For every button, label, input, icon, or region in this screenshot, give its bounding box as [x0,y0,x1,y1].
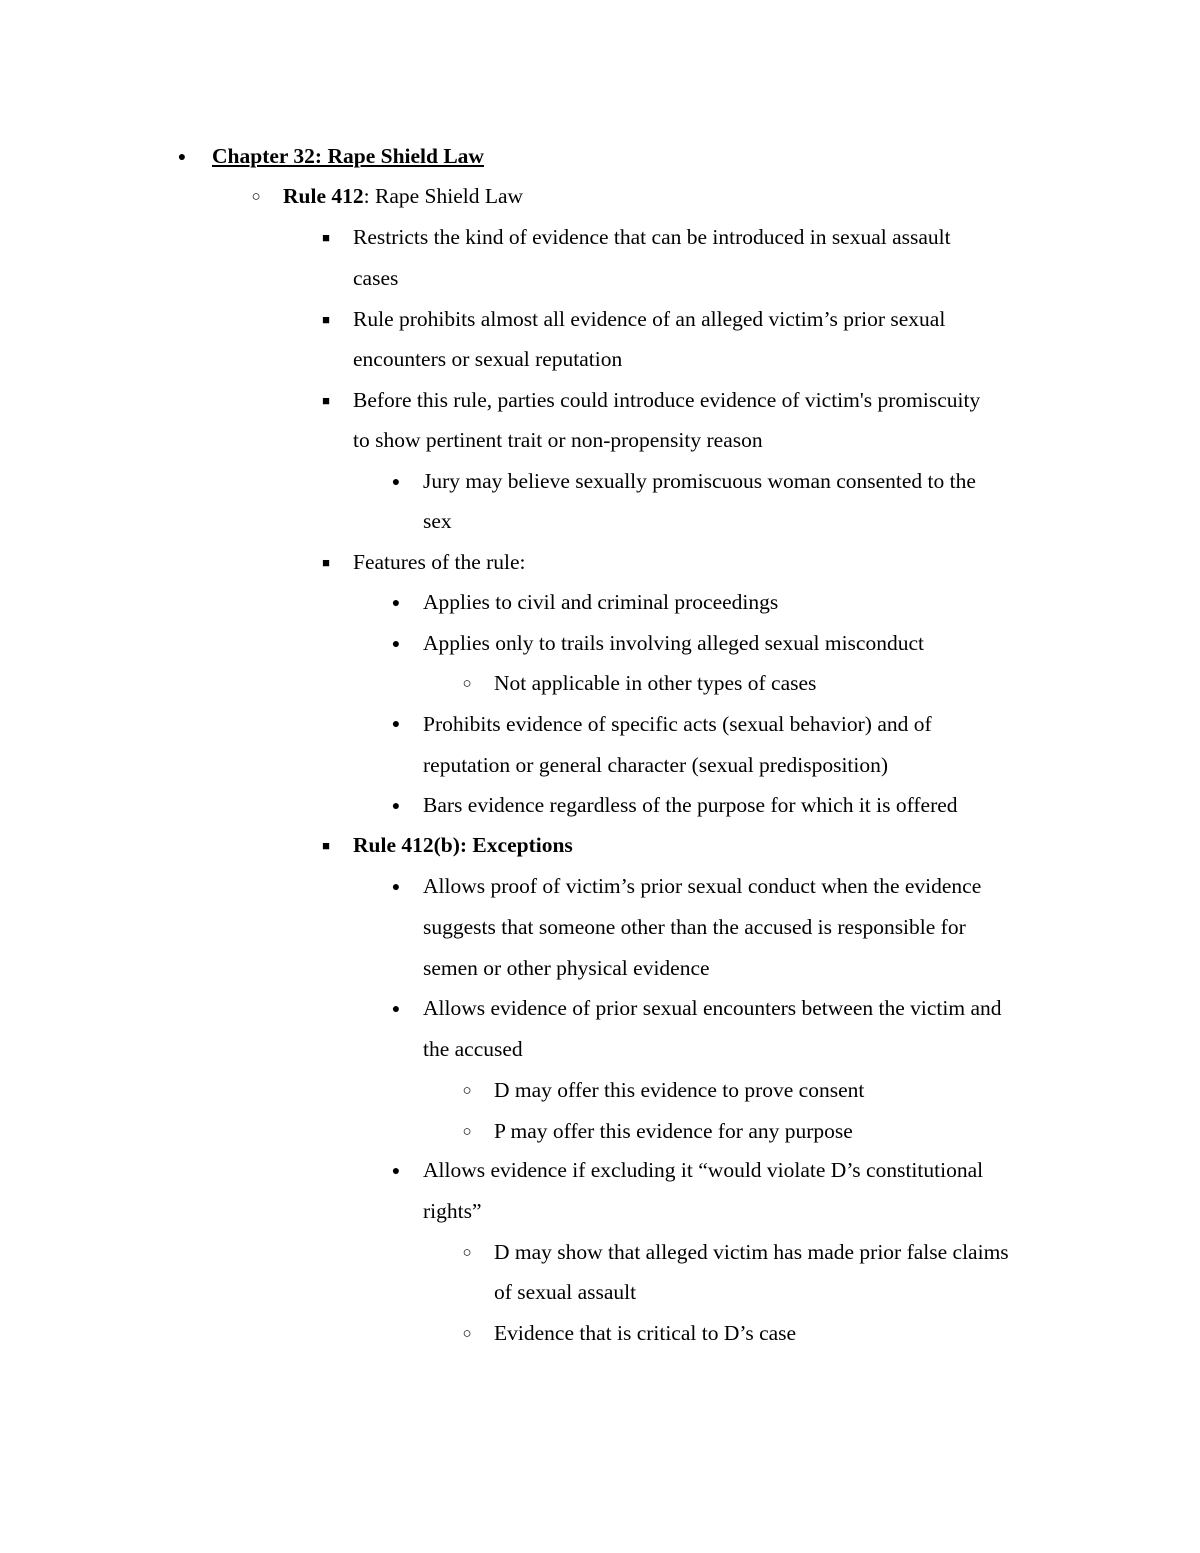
item5-heading: Rule 412(b): Exceptions [353,833,573,857]
square-bullet-icon: ■ [322,555,330,570]
circle-bullet-icon: ○ [462,1326,472,1342]
item5-sub3-line1: Allows evidence if excluding it “would violate D’s constitutional [423,1158,984,1182]
item5-sub2-sub2: P may offer this evidence for any purpose [494,1119,853,1143]
item4-sub2-sub1: Not applicable in other types of cases [494,671,817,695]
item5-sub2-line2: the accused [423,1037,523,1061]
disc-bullet-icon: ● [391,1002,401,1017]
item5-sub3-sub2: Evidence that is critical to D’s case [494,1321,797,1345]
item3-line2: to show pertinent trait or non-propensity reason [353,428,763,452]
item5-sub1-line3: semen or other physical evidence [423,956,710,980]
circle-bullet-icon: ○ [462,676,472,692]
item4-sub2: Applies only to trails involving alleged sexual misconduct [423,631,924,655]
circle-bullet-icon: ○ [462,1245,472,1261]
rule-412-label: Rule 412 [283,184,364,208]
square-bullet-icon: ■ [322,230,330,245]
item1-line2: cases [353,266,399,290]
item4-sub3-line2: reputation or general character (sexual predisposition) [423,753,889,777]
item5-sub2-sub1: D may offer this evidence to prove consent [494,1078,865,1102]
disc-bullet-icon: ● [391,880,401,895]
disc-bullet-icon: ● [177,150,187,165]
square-bullet-icon: ■ [322,393,330,408]
item5-sub2-line1: Allows evidence of prior sexual encounters between the victim and [423,996,1002,1020]
item2-line2: encounters or sexual reputation [353,347,623,371]
item4-sub4: Bars evidence regardless of the purpose for which it is offered [423,793,958,817]
rule-412-heading [283,183,523,209]
circle-bullet-icon: ○ [251,189,261,205]
square-bullet-icon: ■ [322,312,330,327]
item4-sub1: Applies to civil and criminal proceedings [423,590,779,614]
chapter-title: Chapter 32: Rape Shield Law [212,144,484,168]
disc-bullet-icon: ● [391,799,401,814]
item2-line1: Rule prohibits almost all evidence of an alleged victim’s prior sexual [353,307,946,331]
item4-sub3-line1: Prohibits evidence of specific acts (sexual behavior) and of [423,712,932,736]
item4: Features of the rule: [353,550,526,574]
item5-sub3-sub1-line2: of sexual assault [494,1280,637,1304]
item5-sub3-line2: rights” [423,1199,482,1223]
disc-bullet-icon: ● [391,596,401,611]
disc-bullet-icon: ● [391,637,401,652]
rule-412-rest: : Rape Shield Law [363,184,524,208]
item1-line1: Restricts the kind of evidence that can be introduced in sexual assault [353,225,951,249]
disc-bullet-icon: ● [391,717,401,732]
disc-bullet-icon: ● [391,475,401,490]
item5-sub1-line1: Allows proof of victim’s prior sexual conduct when the evidence [423,874,982,898]
item3-line1: Before this rule, parties could introduce evidence of victim's promiscuity [353,388,981,412]
square-bullet-icon: ■ [322,838,330,853]
item5-sub3-sub1-line1: D may show that alleged victim has made prior false claims [494,1240,1009,1264]
circle-bullet-icon: ○ [462,1124,472,1140]
item3-sub1-line2: sex [423,509,452,533]
circle-bullet-icon: ○ [462,1083,472,1099]
item3-sub1-line1: Jury may believe sexually promiscuous woman consented to the [423,469,976,493]
disc-bullet-icon: ● [391,1164,401,1179]
item5-sub1-line2: suggests that someone other than the accused is responsible for [423,915,966,939]
